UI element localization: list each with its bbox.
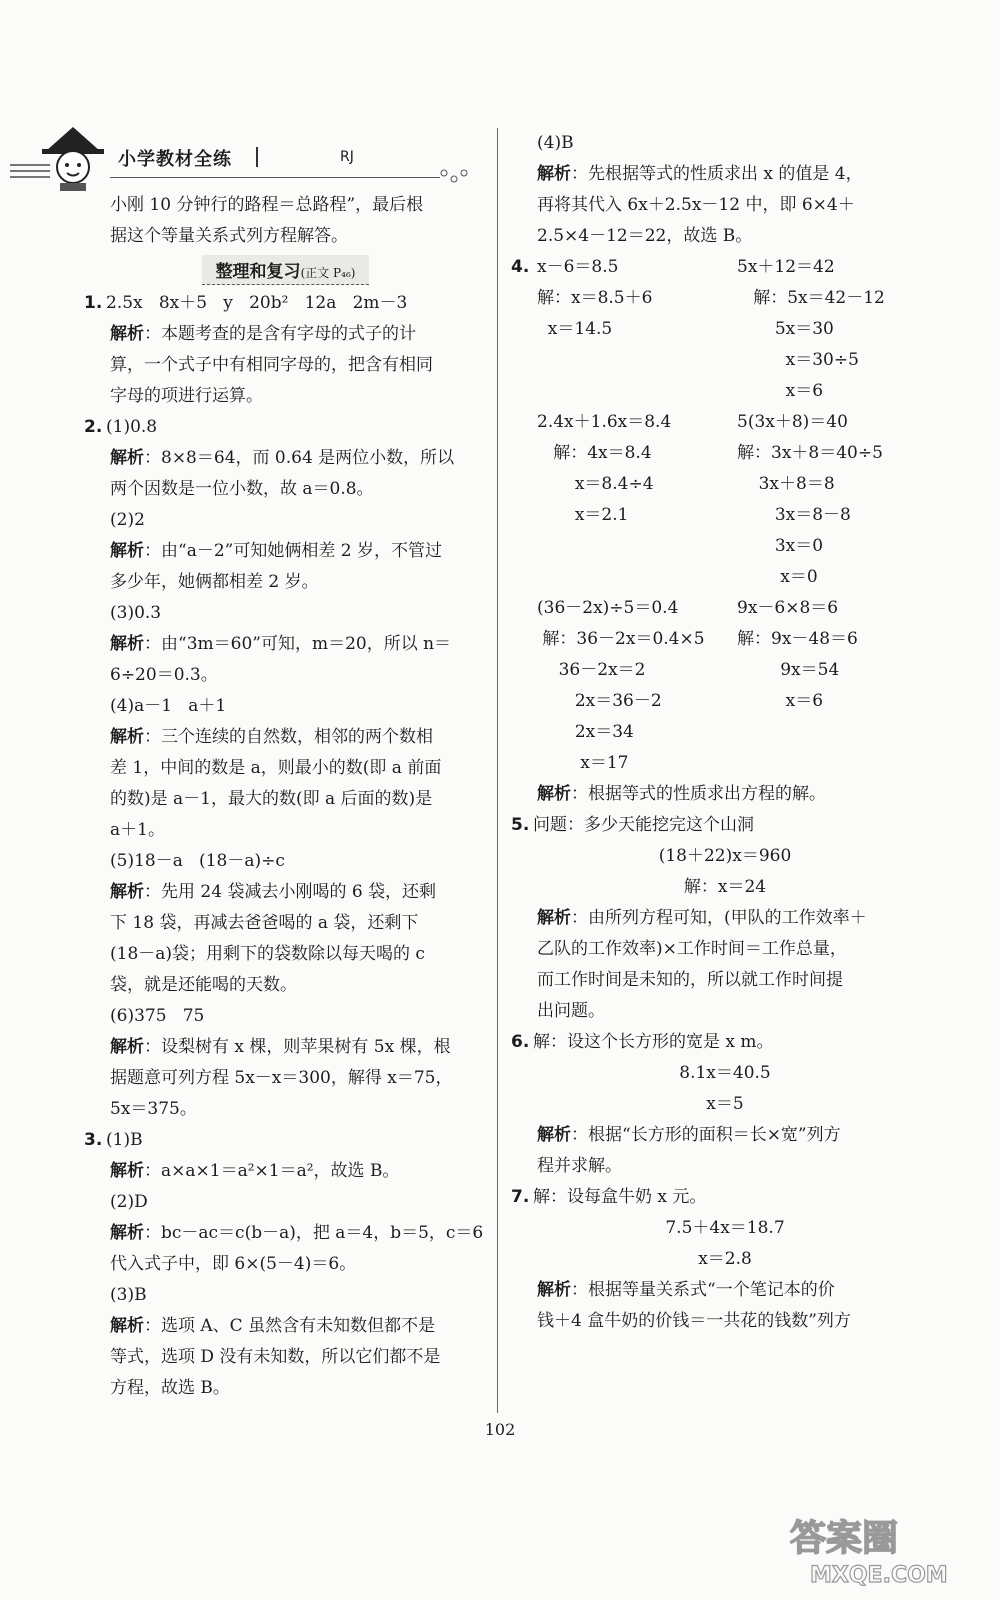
- analysis-line: (18－a)袋；用剩下的袋数除以每天喝的 c: [110, 944, 425, 964]
- header-rule: [110, 177, 440, 178]
- analysis-label: 解析: [110, 1037, 144, 1057]
- analysis-label: 解析: [110, 541, 144, 561]
- analysis-line: 方程，故选 B。: [110, 1378, 230, 1398]
- analysis-line: 解析：根据等式的性质求出方程的解。: [537, 784, 826, 804]
- analysis-label: 解析: [110, 882, 144, 902]
- equation-step: x－6＝8.5: [537, 257, 619, 277]
- equation-grid-2: [515, 407, 935, 593]
- analysis-line: 解析：a×a×1＝a²×1＝a²，故选 B。: [110, 1161, 400, 1181]
- equation: (18＋22)x＝960: [658, 846, 792, 866]
- question-5-question: 5. 问题：多少天能挖完这个山洞: [515, 810, 935, 841]
- equation-step: (36－2x)÷5＝0.4: [537, 598, 679, 618]
- analysis-line: 等式，选项 D 没有未知数，所以它们都不是: [110, 1347, 441, 1367]
- analysis-line: 解析：选项 A、C 虽然含有未知数但都不是: [110, 1316, 436, 1336]
- analysis-label: 解析: [110, 727, 144, 747]
- svg-text:MXQE.COM: MXQE.COM: [810, 1563, 948, 1588]
- question-2-part-5: (5)18－a (18－a)÷c: [110, 851, 285, 871]
- analysis-line: 差 1，中间的数是 a，则最小的数(即 a 前面: [110, 758, 442, 778]
- right-column: [511, 128, 935, 1337]
- equation-grid-3: [515, 593, 935, 779]
- column-divider: [497, 128, 498, 1413]
- equation-step: 解：x＝8.5＋6: [537, 288, 653, 308]
- equation-step: 36－2x＝2: [537, 660, 646, 680]
- analysis-line: 下 18 袋，再减去爸爸喝的 a 袋，还剩下: [110, 913, 419, 933]
- analysis-line: 的数)是 a－1，最大的数(即 a 后面的数)是: [110, 789, 433, 809]
- analysis-label: 解析: [110, 1161, 144, 1181]
- equation-step: 5x＋12＝42: [737, 257, 835, 277]
- question-1-answer: 1. 2.5x 8x＋5 y 20b² 12a 2m－3: [88, 288, 483, 319]
- analysis-line: 字母的项进行运算。: [110, 386, 263, 406]
- equation-step: [537, 376, 737, 407]
- series-title: 小学教材全练: [118, 149, 232, 170]
- analysis-line: 据题意可列方程 5x－x＝300，解得 x＝75，: [110, 1068, 453, 1088]
- analysis-line: a＋1。: [110, 820, 165, 840]
- equation-step: 解：5x＝42－12: [737, 288, 885, 308]
- analysis-line: 钱＋4 盒牛奶的价钱＝一共花的钱数”列方: [537, 1311, 851, 1331]
- question-number: 2.: [84, 417, 103, 437]
- question-number: 4.: [511, 257, 530, 277]
- analysis-line: 代入式子中，即 6×(5－4)＝6。: [110, 1254, 357, 1274]
- equation-step: 9x－6×8＝6: [737, 598, 839, 618]
- mascot-icon: [38, 123, 108, 193]
- equation-step: [737, 748, 937, 779]
- solution: 解：x＝24: [683, 877, 767, 897]
- analysis-line: 两个因数是一位小数，故 a＝0.8。: [110, 479, 374, 499]
- equation-step: 5(3x＋8)＝40: [737, 412, 848, 432]
- question-2-part-6: (6)375 75: [110, 1006, 205, 1026]
- equation-step: x＝14.5: [537, 319, 613, 339]
- equation-step: [537, 345, 737, 376]
- equation-step: x＝0: [737, 567, 818, 587]
- equation-step: 2x＝36－2: [537, 691, 662, 711]
- question-2-part-4: (4)a－1 a＋1: [110, 696, 227, 716]
- question-3-part-4: (4)B: [537, 133, 574, 153]
- analysis-line: 解析：设梨树有 x 棵，则苹果树有 5x 棵，根: [110, 1037, 451, 1057]
- equation-step: x＝30÷5: [737, 350, 859, 370]
- equation-step: [537, 562, 737, 593]
- solution: x＝5: [706, 1094, 744, 1114]
- left-column: [84, 190, 484, 1404]
- equation-step: 3x＝8－8: [737, 505, 851, 525]
- equation-step: 9x＝54: [737, 660, 840, 680]
- question-number: 5.: [511, 815, 530, 835]
- text-line: 据这个等量关系式列方程解答。: [110, 226, 348, 246]
- question-3-part-2: (2)D: [110, 1192, 148, 1212]
- edition-label: RJ: [340, 149, 354, 165]
- analysis-line: 乙队的工作效率)×工作时间＝工作总量，: [537, 939, 847, 959]
- analysis-line: 解析：由所列方程可知，(甲队的工作效率＋: [537, 908, 867, 928]
- equation-step: 解：36－2x＝0.4×5: [537, 629, 705, 649]
- analysis-line: 解析：bc－ac＝c(b－a)，把 a＝4，b＝5，c＝6: [110, 1223, 484, 1243]
- analysis-label: 解析: [537, 1280, 571, 1300]
- equation-step: x＝6: [737, 691, 824, 711]
- solution: x＝2.8: [698, 1249, 752, 1269]
- analysis-line: 程并求解。: [537, 1156, 622, 1176]
- analysis-label: 解析: [537, 784, 571, 804]
- analysis-line: 解析：8×8＝64，而 0.64 是两位小数，所以: [110, 448, 455, 468]
- equation-step: 3x＝0: [737, 536, 824, 556]
- question-3-part-1: 3. (1)B: [88, 1125, 483, 1156]
- question-2-part-1: 2. (1)0.8: [88, 412, 483, 443]
- analysis-line: 多少年，她俩都相差 2 岁。: [110, 572, 319, 592]
- analysis-label: 解析: [110, 324, 144, 344]
- analysis-line: 解析：根据等量关系式“一个笔记本的价: [537, 1280, 835, 1300]
- question-7-setup: 7. 解：设每盒牛奶 x 元。: [515, 1182, 935, 1213]
- analysis-label: 解析: [110, 448, 144, 468]
- equation-step: 解：9x－48＝6: [737, 629, 858, 649]
- equation: 8.1x＝40.5: [679, 1063, 771, 1083]
- analysis-line: 再将其代入 6x＋2.5x－12 中，即 6×4＋: [537, 195, 855, 215]
- analysis-label: 解析: [110, 1316, 144, 1336]
- analysis-line: 而工作时间是未知的，所以就工作时间提: [537, 970, 843, 990]
- question-number: 1.: [84, 293, 103, 313]
- equation-step: 2.4x＋1.6x＝8.4: [537, 412, 672, 432]
- section-heading: [88, 252, 483, 288]
- analysis-line: 解析：三个连续的自然数，相邻的两个数相: [110, 727, 433, 747]
- equation-step: 解：4x＝8.4: [537, 443, 652, 463]
- watermark-logo: [780, 1510, 980, 1590]
- page-header: [10, 115, 470, 195]
- question-6-setup: 6. 解：设这个长方形的宽是 x m。: [515, 1027, 935, 1058]
- equation-step: x＝2.1: [537, 505, 629, 525]
- analysis-line: 解析：先用 24 袋减去小刚喝的 6 袋，还剩: [110, 882, 437, 902]
- question-number: 3.: [84, 1130, 103, 1150]
- analysis-label: 解析: [110, 634, 144, 654]
- question-number: 6.: [511, 1032, 530, 1052]
- section-title: 整理和复习: [215, 262, 301, 282]
- analysis-line: 袋，就是还能喝的天数。: [110, 975, 297, 995]
- text-line: 小刚 10 分钟行的路程＝总路程”，最后根: [110, 195, 424, 215]
- equation-step: 3x＋8＝8: [737, 474, 835, 494]
- equation-step: x＝6: [737, 381, 824, 401]
- equation-step: x＝8.4÷4: [537, 474, 654, 494]
- analysis-label: 解析: [537, 1125, 571, 1145]
- analysis-line: 解析：本题考查的是含有字母的式子的计: [110, 324, 416, 344]
- question-number: 7.: [511, 1187, 530, 1207]
- question-3-part-3: (3)B: [110, 1285, 147, 1305]
- equation-step: [537, 531, 737, 562]
- equation-grid-1: [515, 252, 935, 407]
- analysis-label: 解析: [537, 164, 571, 184]
- svg-text:答案圈: 答案圈: [790, 1518, 899, 1559]
- analysis-label: 解析: [110, 1223, 144, 1243]
- analysis-line: 出问题。: [537, 1001, 605, 1021]
- page-number: 102: [484, 1420, 516, 1439]
- equation-step: 2x＝34: [537, 722, 634, 742]
- equation-step: x＝17: [537, 753, 629, 773]
- analysis-line: 2.5×4－12＝22，故选 B。: [537, 226, 753, 246]
- question-2-part-3: (3)0.3: [110, 603, 162, 623]
- analysis-line: 解析：先根据等式的性质求出 x 的值是 4，: [537, 164, 863, 184]
- header-dots-decor: [440, 167, 470, 187]
- analysis-line: 5x＝375。: [110, 1099, 197, 1119]
- equation-step: [737, 717, 937, 748]
- header-separator: [256, 147, 258, 167]
- analysis-line: 6÷20＝0.3。: [110, 665, 218, 685]
- analysis-line: 解析：由“a－2”可知她俩相差 2 岁，不管过: [110, 541, 442, 561]
- analysis-line: 算，一个式子中有相同字母的，把含有相同: [110, 355, 433, 375]
- analysis-line: 解析：根据“长方形的面积＝长×宽”列方: [537, 1125, 841, 1145]
- section-ref: (正文 P₄₆): [300, 266, 356, 280]
- analysis-label: 解析: [537, 908, 571, 928]
- question-2-part-2: (2)2: [110, 510, 145, 530]
- equation: 7.5＋4x＝18.7: [665, 1218, 785, 1238]
- equation-step: 解：3x＋8＝40÷5: [737, 443, 883, 463]
- equation-step: 5x＝30: [737, 319, 834, 339]
- analysis-line: 解析：由“3m＝60”可知，m＝20，所以 n＝: [110, 634, 452, 654]
